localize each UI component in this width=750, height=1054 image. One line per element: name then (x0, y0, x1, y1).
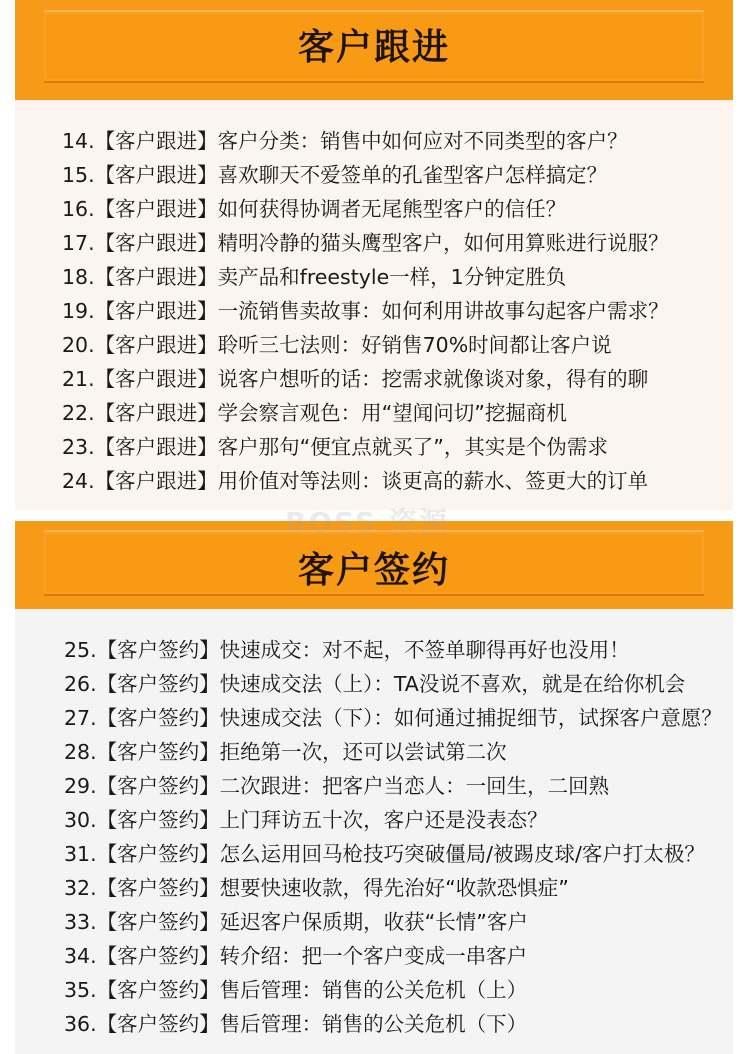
lesson-number: 14. (62, 129, 95, 153)
lesson-tag: 【客户跟进】 (94, 129, 218, 153)
lesson-number: 17. (62, 231, 95, 255)
lesson-tag: 【客户签约】 (96, 876, 220, 900)
lesson-title: 说客户想听的话：挖需求就像谈对象，得有的聊 (217, 367, 649, 391)
lesson-number: 25. (64, 638, 97, 662)
lesson-tag: 【客户跟进】 (94, 299, 218, 323)
lesson-title: 快速成交法（上）：TA没说不喜欢，就是在给你机会 (219, 672, 686, 696)
lesson-title: 用价值对等法则：谈更高的薪水、签更大的订单 (217, 469, 649, 493)
lesson-tag: 【客户跟进】 (94, 401, 218, 425)
lesson-item (64, 905, 729, 939)
lesson-title: 售后管理：销售的公关危机（上） (219, 978, 528, 1002)
lesson-tag: 【客户签约】 (96, 842, 220, 866)
section-gap (0, 510, 750, 521)
lesson-title: 延迟客户保质期，收获“长情”客户 (219, 910, 528, 934)
lesson-title: 拒绝第一次，还可以尝试第二次 (219, 740, 507, 764)
lesson-item (62, 158, 729, 192)
lesson-number: 16. (62, 197, 95, 221)
lesson-item (64, 939, 729, 973)
lesson-number: 22. (62, 401, 95, 425)
lesson-tag: 【客户跟进】 (94, 469, 218, 493)
lesson-tag: 【客户跟进】 (94, 265, 218, 289)
lesson-tag: 【客户签约】 (96, 638, 220, 662)
lesson-title: 卖产品和freestyle一样，1分钟定胜负 (217, 265, 567, 289)
lesson-number: 15. (62, 163, 95, 187)
lesson-number: 30. (64, 808, 97, 832)
lesson-item (62, 124, 729, 158)
lesson-item (64, 769, 729, 803)
lesson-title: 二次跟进：把客户当恋人：一回生，二回熟 (219, 774, 610, 798)
lesson-title: 快速成交：对不起，不签单聊得再好也没用！ (219, 638, 630, 662)
section-banner (15, 0, 733, 100)
lesson-tag: 【客户跟进】 (94, 231, 218, 255)
lesson-number: 34. (64, 944, 97, 968)
lesson-item (62, 362, 729, 396)
lesson-title: 如何获得协调者无尾熊型客户的信任？ (217, 197, 567, 221)
lesson-number: 28. (64, 740, 97, 764)
lesson-number: 20. (62, 333, 95, 357)
lesson-item (64, 633, 729, 667)
lesson-tag: 【客户签约】 (96, 740, 220, 764)
lesson-title: 售后管理：销售的公关危机（下） (219, 1012, 528, 1036)
lesson-item (62, 226, 729, 260)
lesson-number: 23. (62, 435, 95, 459)
lesson-number: 35. (64, 978, 97, 1002)
lesson-item (62, 192, 729, 226)
watermark: BOSS 资源 (285, 506, 449, 539)
lesson-list (64, 633, 729, 1041)
lesson-number: 27. (64, 706, 97, 730)
lesson-item (64, 735, 729, 769)
lesson-title: 一流销售卖故事：如何利用讲故事勾起客户需求？ (217, 299, 669, 323)
lesson-item (64, 871, 729, 905)
lesson-item (62, 260, 729, 294)
lesson-title: 客户分类：销售中如何应对不同类型的客户？ (217, 129, 628, 153)
lesson-tag: 【客户签约】 (96, 910, 220, 934)
lesson-tag: 【客户跟进】 (94, 163, 218, 187)
lesson-title: 转介绍：把一个客户变成一串客户 (219, 944, 528, 968)
lesson-number: 31. (64, 842, 97, 866)
lesson-tag: 【客户签约】 (96, 774, 220, 798)
section-title: 客户跟进 (297, 26, 450, 68)
lesson-item (62, 430, 729, 464)
lesson-title: 上门拜访五十次，客户还是没表态？ (219, 808, 548, 832)
lesson-item (62, 396, 729, 430)
lesson-list (62, 124, 729, 498)
lesson-title: 聆听三七法则：好销售70%时间都让客户说 (217, 333, 612, 357)
lesson-title: 精明冷静的猫头鹰型客户，如何用算账进行说服？ (217, 231, 669, 255)
lesson-tag: 【客户签约】 (96, 672, 220, 696)
lesson-item (62, 328, 729, 362)
lesson-number: 26. (64, 672, 97, 696)
lesson-tag: 【客户签约】 (96, 808, 220, 832)
lesson-item (64, 973, 729, 1007)
lesson-item (64, 1007, 729, 1041)
lesson-tag: 【客户跟进】 (94, 435, 218, 459)
lesson-tag: 【客户签约】 (96, 944, 220, 968)
lesson-item (62, 294, 729, 328)
lesson-item (64, 803, 729, 837)
lesson-title: 喜欢聊天不爱签单的孔雀型客户怎样搞定？ (217, 163, 608, 187)
lesson-title: 想要快速收款，得先治好“收款恐惧症” (219, 876, 569, 900)
lesson-number: 29. (64, 774, 97, 798)
lesson-item (62, 464, 729, 498)
lesson-number: 32. (64, 876, 97, 900)
lesson-item (64, 701, 729, 735)
lesson-title: 客户那句“便宜点就买了”，其实是个伪需求 (217, 435, 608, 459)
lesson-tag: 【客户签约】 (96, 1012, 220, 1036)
lesson-tag: 【客户跟进】 (94, 197, 218, 221)
lesson-tag: 【客户签约】 (96, 706, 220, 730)
lesson-item (64, 667, 729, 701)
lesson-title: 学会察言观色：用“望闻问切”挖掘商机 (217, 401, 567, 425)
lesson-number: 33. (64, 910, 97, 934)
lesson-tag: 【客户签约】 (96, 978, 220, 1002)
lesson-number: 21. (62, 367, 95, 391)
section-customer-signing (15, 521, 733, 1054)
lesson-tag: 【客户跟进】 (94, 333, 218, 357)
section-banner (15, 521, 733, 609)
section-title: 客户签约 (297, 549, 450, 591)
lesson-number: 19. (62, 299, 95, 323)
lesson-panel (15, 609, 733, 1054)
lesson-item (64, 837, 729, 871)
lesson-number: 24. (62, 469, 95, 493)
lesson-number: 36. (64, 1012, 97, 1036)
lesson-title: 怎么运用回马枪技巧突破僵局/被踢皮球/客户打太极？ (219, 842, 705, 866)
lesson-panel (15, 100, 733, 510)
section-customer-follow-up (15, 0, 733, 510)
lesson-tag: 【客户跟进】 (94, 367, 218, 391)
lesson-title: 快速成交法（下）：如何通过捕捉细节，试探客户意愿？ (219, 706, 722, 730)
lesson-number: 18. (62, 265, 95, 289)
